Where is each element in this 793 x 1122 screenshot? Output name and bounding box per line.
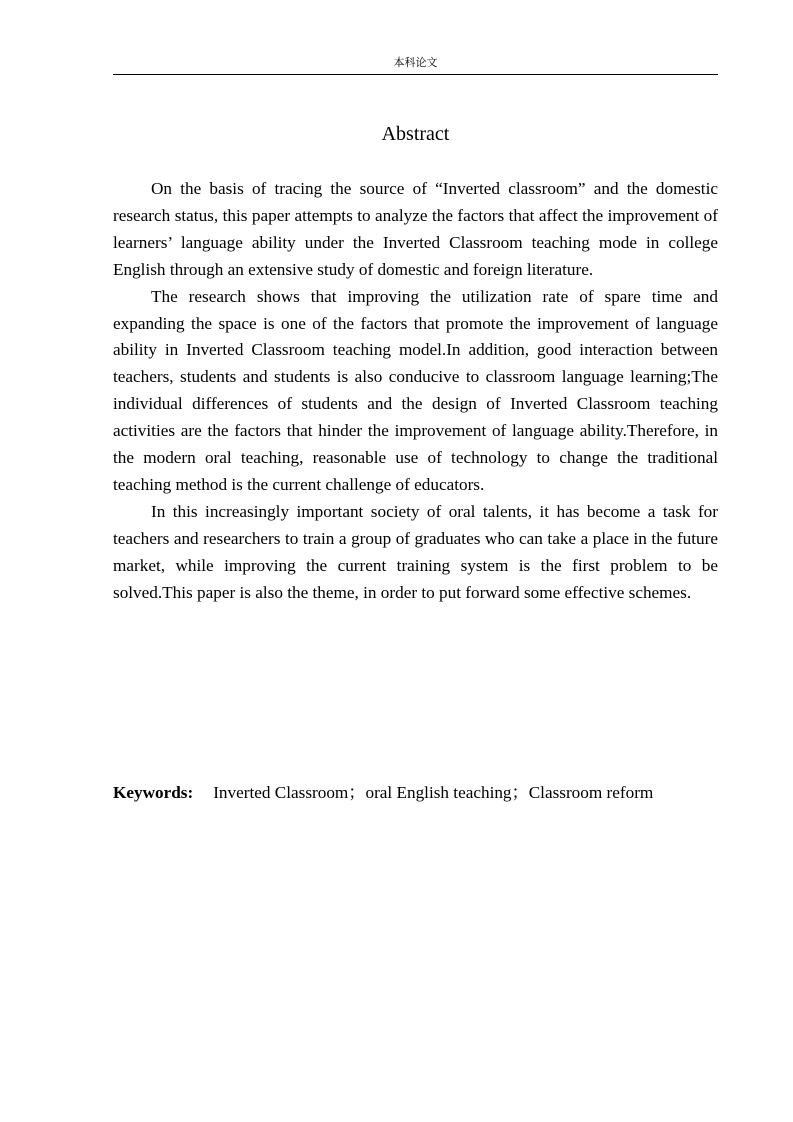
abstract-body	[113, 176, 718, 607]
abstract-title: Abstract	[381, 123, 450, 145]
keywords-label: Keywords:	[113, 783, 194, 802]
abstract-paragraph-3: In this increasingly important society of oral talents, it has become a task for teachers and researchers to train a group of graduates who can take a place in the future market, while improving the current training system is the first problem to be solved.This paper is also the theme, in order to put forward some effective schemes.	[113, 501, 718, 602]
keywords-value: Inverted Classroom；oral English teaching；Classroom reform	[213, 783, 654, 802]
abstract-paragraph-1: On the basis of tracing the source of “Inverted classroom” and the domestic research status, this paper attempts to analyze the factors that affect the improvement of learners’ language ability under the Inverted Classroom teaching mode in college English through an extensive study of domestic and foreign literature.	[113, 179, 718, 279]
keywords-line	[113, 780, 753, 806]
abstract-paragraph-2: The research shows that improving the utilization rate of spare time and expanding the space is one of the factors that promote the improvement of language ability in Inverted Classroom teaching model.In addition, good interaction between teachers, students and students is also conducive to classroom language learning;The individual differences of students and the design of Inverted Classroom teaching activities are the factors that hinder the improvement of language ability.Therefore, in the modern oral teaching, reasonable use of technology to change the traditional teaching method is the current challenge of educators.	[113, 286, 718, 494]
header-text: 本科论文	[393, 56, 438, 69]
page-header	[113, 56, 718, 75]
